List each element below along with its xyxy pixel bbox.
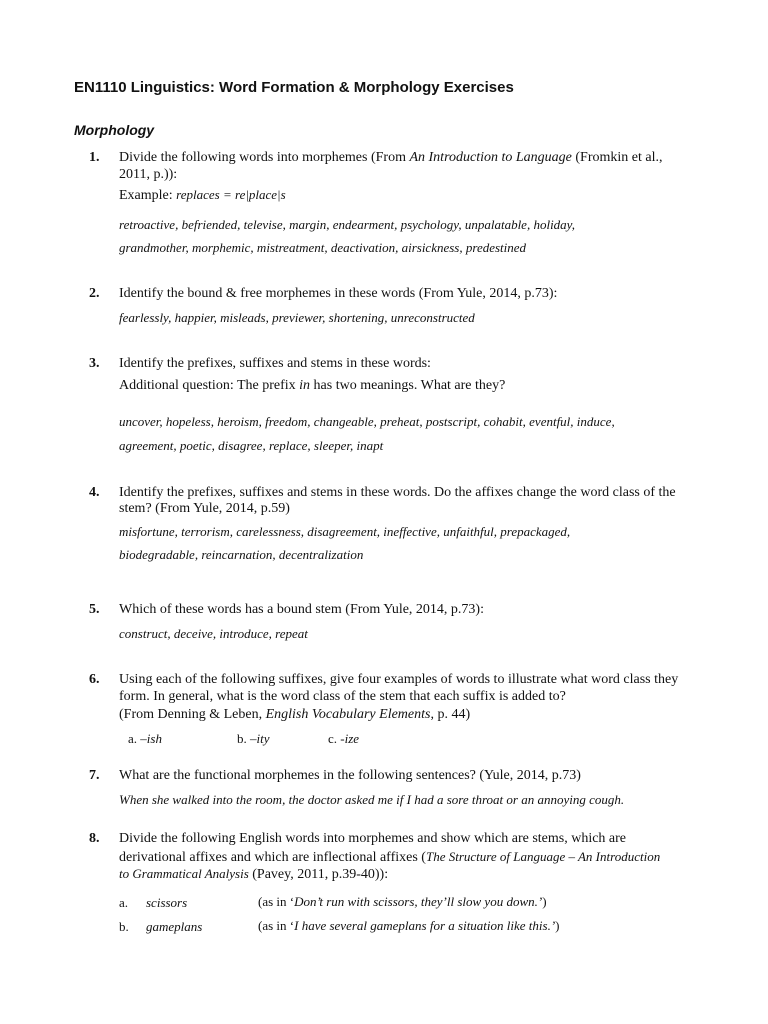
word-list: retroactive, befriended, televise, margin, endearment, psychology, unpalatable, holiday, — [119, 217, 575, 232]
item-example-b: (as in ‘I have several gameplans for a situation like this.’) — [258, 918, 560, 933]
word-list: construct, deceive, introduce, repeat — [119, 626, 308, 641]
suffix-option-b: b. –ity — [237, 731, 270, 746]
question-number: 3. — [89, 356, 100, 371]
question-number: 6. — [89, 672, 100, 687]
question-text: 2011, p.)): — [119, 167, 178, 182]
question-number: 2. — [89, 286, 100, 301]
item-label-b: b. — [119, 919, 129, 934]
word-list: misfortune, terrorism, carelessness, disagreement, ineffective, unfaithful, prepackaged, — [119, 524, 571, 539]
example-line: Example: replaces = re|place|s — [119, 187, 286, 203]
question-text: to Grammatical Analysis (Pavey, 2011, p.39-40)): — [119, 866, 389, 882]
question-text: form. In general, what is the word class of the stem that each suffix is added to? — [119, 689, 566, 704]
question-number: 7. — [89, 768, 100, 783]
question-text: What are the functional morphemes in the following sentences? (Yule, 2014, p.73) — [119, 768, 581, 783]
question-text: Which of these words has a bound stem (From Yule, 2014, p.73): — [119, 602, 484, 617]
question-source: (From Denning & Leben, English Vocabulary Elements, p. 44) — [119, 707, 471, 722]
question-text: Additional question: The prefix in has two meanings. What are they? — [119, 378, 506, 393]
question-number: 8. — [89, 831, 100, 846]
item-word-b: gameplans — [146, 919, 203, 934]
question-number: 5. — [89, 602, 100, 617]
question-number: 4. — [89, 485, 100, 500]
question-text: Identify the bound & free morphemes in these words (From Yule, 2014, p.73): — [119, 286, 558, 301]
question-text: Identify the prefixes, suffixes and stems in these words. Do the affixes change the word class of the — [119, 485, 676, 500]
question-text: stem? (From Yule, 2014, p.59) — [119, 501, 290, 516]
item-example-a: (as in ‘Don’t run with scissors, they’ll slow you down.’) — [258, 894, 547, 909]
suffix-option-c: c. -ize — [328, 731, 360, 746]
word-list: agreement, poetic, disagree, replace, sleeper, inapt — [119, 438, 384, 453]
question-text: derivational affixes and which are inflectional affixes (The Structure of Language – An Introduction — [119, 849, 661, 865]
example-sentence: When she walked into the room, the doctor asked me if I had a sore throat or an annoying cough. — [119, 792, 625, 807]
question-text: Divide the following English words into morphemes and show which are stems, which are — [119, 831, 627, 846]
document-title: EN1110 Linguistics: Word Formation & Morphology Exercises — [74, 79, 514, 96]
section-heading: Morphology — [74, 122, 155, 138]
question-text: Identify the prefixes, suffixes and stems in these words: — [119, 356, 431, 371]
word-list: uncover, hopeless, heroism, freedom, changeable, preheat, postscript, cohabit, eventful, induce, — [119, 414, 615, 429]
question-number: 1. — [89, 150, 100, 165]
word-list: grandmother, morphemic, mistreatment, deactivation, airsickness, predestined — [119, 240, 527, 255]
word-list: fearlessly, happier, misleads, previewer, shortening, unreconstructed — [119, 310, 475, 325]
suffix-option-a: a. –ish — [128, 731, 162, 746]
item-word-a: scissors — [146, 895, 188, 910]
question-text: Divide the following words into morphemes (From An Introduction to Language (Fromkin et al., — [119, 150, 663, 165]
item-label-a: a. — [119, 895, 129, 910]
question-text: Using each of the following suffixes, give four examples of words to illustrate what word class they — [119, 672, 679, 687]
word-list: biodegradable, reincarnation, decentralization — [119, 547, 364, 562]
